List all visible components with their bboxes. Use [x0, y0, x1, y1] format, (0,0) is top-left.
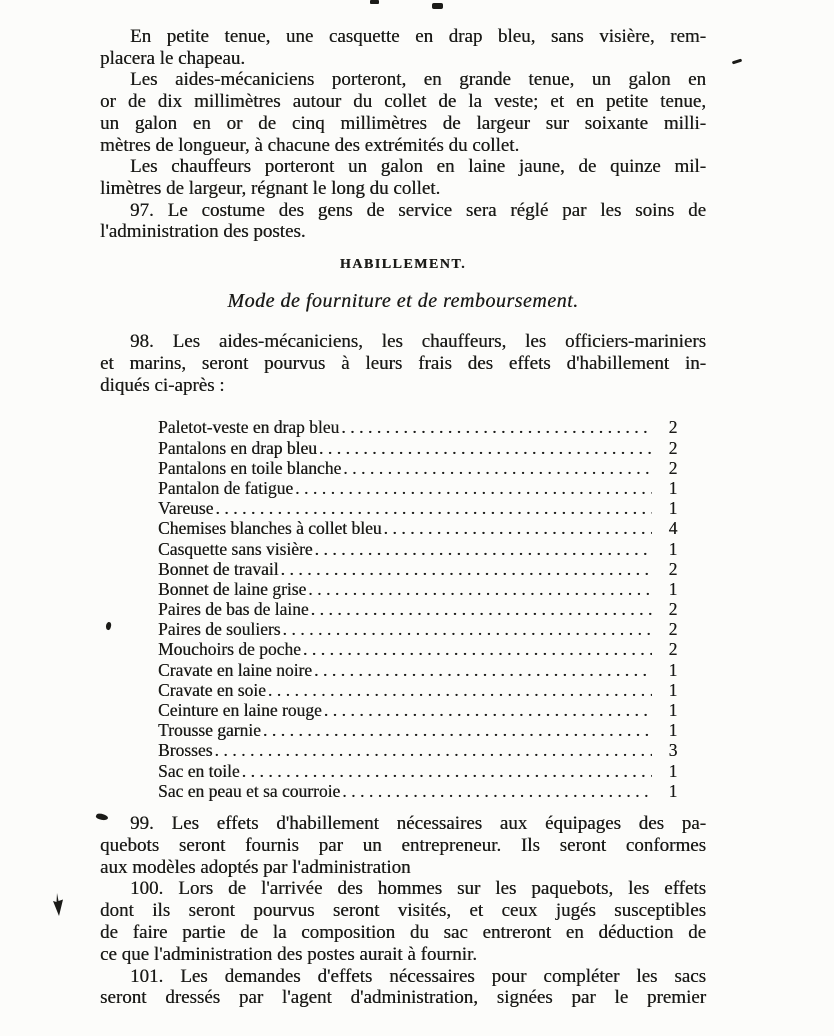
text-line: mètres de longueur, à chacune des extrémités du collet.: [100, 134, 520, 156]
item-label: Pantalons en drap bleu: [158, 437, 317, 458]
text-line: or de dix millimètres autour du collet de la veste; et en petite tenue,: [100, 91, 706, 113]
item-quantity: 1: [668, 760, 678, 781]
leader-dots: [384, 518, 652, 538]
supply-list-row: [158, 680, 690, 700]
item-quantity: 1: [668, 700, 678, 721]
text-line: un galon en or de cinq millimètres de largeur sur soixante milli-: [100, 112, 706, 134]
leader-dots: [319, 438, 652, 458]
text-line: aux modèles adoptés par l'administration: [100, 856, 411, 878]
text-line: 98. Les aides-mécaniciens, les chauffeurs, les officiers-mariniers: [130, 331, 706, 353]
supply-list-row: [158, 458, 690, 478]
item-label: Paires de bas de laine: [158, 599, 309, 620]
leader-dots: [314, 660, 652, 680]
leader-dots: [341, 417, 652, 437]
supply-list-row: [158, 660, 690, 680]
text-line: Les aides-mécaniciens porteront, en grande tenue, un galon en: [130, 69, 706, 91]
item-quantity: 1: [668, 720, 678, 741]
item-label: Chemises blanches à collet bleu: [158, 518, 382, 539]
item-quantity: 2: [668, 599, 678, 620]
section-heading: HABILLEMENT.: [339, 257, 467, 273]
item-quantity: 2: [668, 437, 678, 458]
item-label: Sac en peau et sa courroie: [158, 780, 341, 801]
item-quantity: 1: [668, 477, 678, 498]
item-label: Mouchoirs de poche: [158, 639, 301, 660]
margin-tick-right: [732, 59, 742, 65]
item-label: Bonnet de laine grise: [158, 578, 307, 599]
item-quantity: 4: [668, 518, 678, 539]
supply-list-row: [158, 639, 690, 659]
text-line: seront dressés par l'agent d'administration, signées par le premier: [100, 987, 706, 1009]
supply-list-row: [158, 438, 690, 458]
supply-list-row: [158, 619, 690, 639]
supply-list-row: [158, 539, 690, 559]
text-line: 101. Les demandes d'effets nécessaires pour compléter les sacs: [130, 965, 706, 987]
supply-list-row: [158, 599, 690, 619]
leader-dots: [242, 761, 652, 781]
supply-list-row: [158, 781, 690, 801]
text-line: 97. Le costume des gens de service sera réglé par les soins de: [130, 199, 706, 221]
paragraph-intro: [100, 331, 706, 396]
leader-dots: [268, 680, 652, 700]
item-label: Cravate en soie: [158, 679, 266, 700]
text-line: l'administration des postes.: [100, 221, 306, 243]
leader-dots: [343, 458, 652, 478]
supply-list-row: [158, 740, 690, 760]
item-label: Pantalon de fatigue: [158, 477, 294, 498]
item-label: Paletot-veste en drap bleu: [158, 417, 340, 438]
item-quantity: 2: [668, 457, 678, 478]
leader-dots: [282, 619, 652, 639]
text-line: Les chauffeurs porteront un galon en laine jaune, de quinze mil-: [130, 156, 706, 178]
item-quantity: 1: [668, 679, 678, 700]
item-label: Sac en toile: [158, 760, 240, 781]
text-line: dont ils seront pourvus seront visités, et ceux jugés susceptibles: [100, 900, 706, 922]
leader-dots: [215, 498, 652, 518]
item-label: Casquette sans visière: [158, 538, 313, 559]
supply-list-row: [158, 498, 690, 518]
item-quantity: 2: [668, 619, 678, 640]
item-label: Trousse garnie: [158, 720, 261, 741]
text-line: diqués ci-après :: [100, 374, 225, 396]
supply-list-row: [158, 559, 690, 579]
supply-list-row: [158, 518, 690, 538]
leader-dots: [295, 478, 652, 498]
item-label: Ceinture en laine rouge: [158, 700, 322, 721]
item-quantity: 1: [668, 659, 678, 680]
text-line: 99. Les effets d'habillement nécessaires aux équipages des pa-: [130, 812, 706, 834]
page-top-text-fragment-left: [370, 0, 379, 4]
supply-list-row: [158, 579, 690, 599]
text-line: de faire partie de la composition du sac entreront en déduction de: [100, 921, 706, 943]
supply-list-row: [158, 478, 690, 498]
leader-dots: [342, 781, 652, 801]
item-quantity: 2: [668, 417, 678, 438]
item-label: Paires de souliers: [158, 619, 281, 640]
item-quantity: 2: [668, 558, 678, 579]
leader-dots: [303, 639, 652, 659]
supply-list-row: [158, 700, 690, 720]
text-line: 100. Lors de l'arrivée des hommes sur les paquebots, les effets: [130, 878, 706, 900]
supply-list-row: [158, 417, 690, 437]
leader-dots: [324, 700, 652, 720]
supply-list-row: [158, 720, 690, 740]
paragraphs-top: [100, 26, 706, 243]
ink-blot-left: [50, 892, 66, 918]
text-line: limètres de largeur, régnant le long du collet.: [100, 177, 441, 199]
supply-list-row: [158, 761, 690, 781]
item-label: Vareuse: [158, 498, 214, 519]
text-line: En petite tenue, une casquette en drap bleu, sans visière, rem-: [130, 26, 706, 47]
item-quantity: 3: [668, 740, 678, 761]
leader-dots: [308, 579, 652, 599]
page-text-block: [100, 26, 706, 1009]
item-label: Brosses: [158, 740, 213, 761]
text-line: placera le chapeau.: [100, 47, 246, 69]
item-quantity: 1: [668, 538, 678, 559]
leader-dots: [263, 720, 652, 740]
item-quantity: 1: [668, 498, 678, 519]
leader-dots: [214, 740, 652, 760]
section-subtitle: Mode de fourniture et de remboursement.: [227, 290, 579, 313]
page-top-text-fragment-center: [432, 3, 443, 9]
item-quantity: 2: [668, 639, 678, 660]
supply-list: [158, 417, 690, 801]
text-line: ce que l'administration des postes aurait à fournir.: [100, 943, 477, 965]
item-label: Bonnet de travail: [158, 558, 279, 579]
text-line: et marins, seront pourvus à leurs frais des effets d'habillement in-: [100, 352, 706, 374]
item-label: Pantalons en toile blanche: [158, 457, 342, 478]
item-label: Cravate en laine noire: [158, 659, 313, 680]
leader-dots: [315, 539, 652, 559]
text-line: quebots seront fournis par un entrepreneur. Ils seront conformes: [100, 834, 706, 856]
leader-dots: [311, 599, 652, 619]
item-quantity: 1: [668, 780, 678, 801]
item-quantity: 1: [668, 578, 678, 599]
paragraphs-bottom: [100, 813, 706, 1009]
leader-dots: [281, 559, 652, 579]
